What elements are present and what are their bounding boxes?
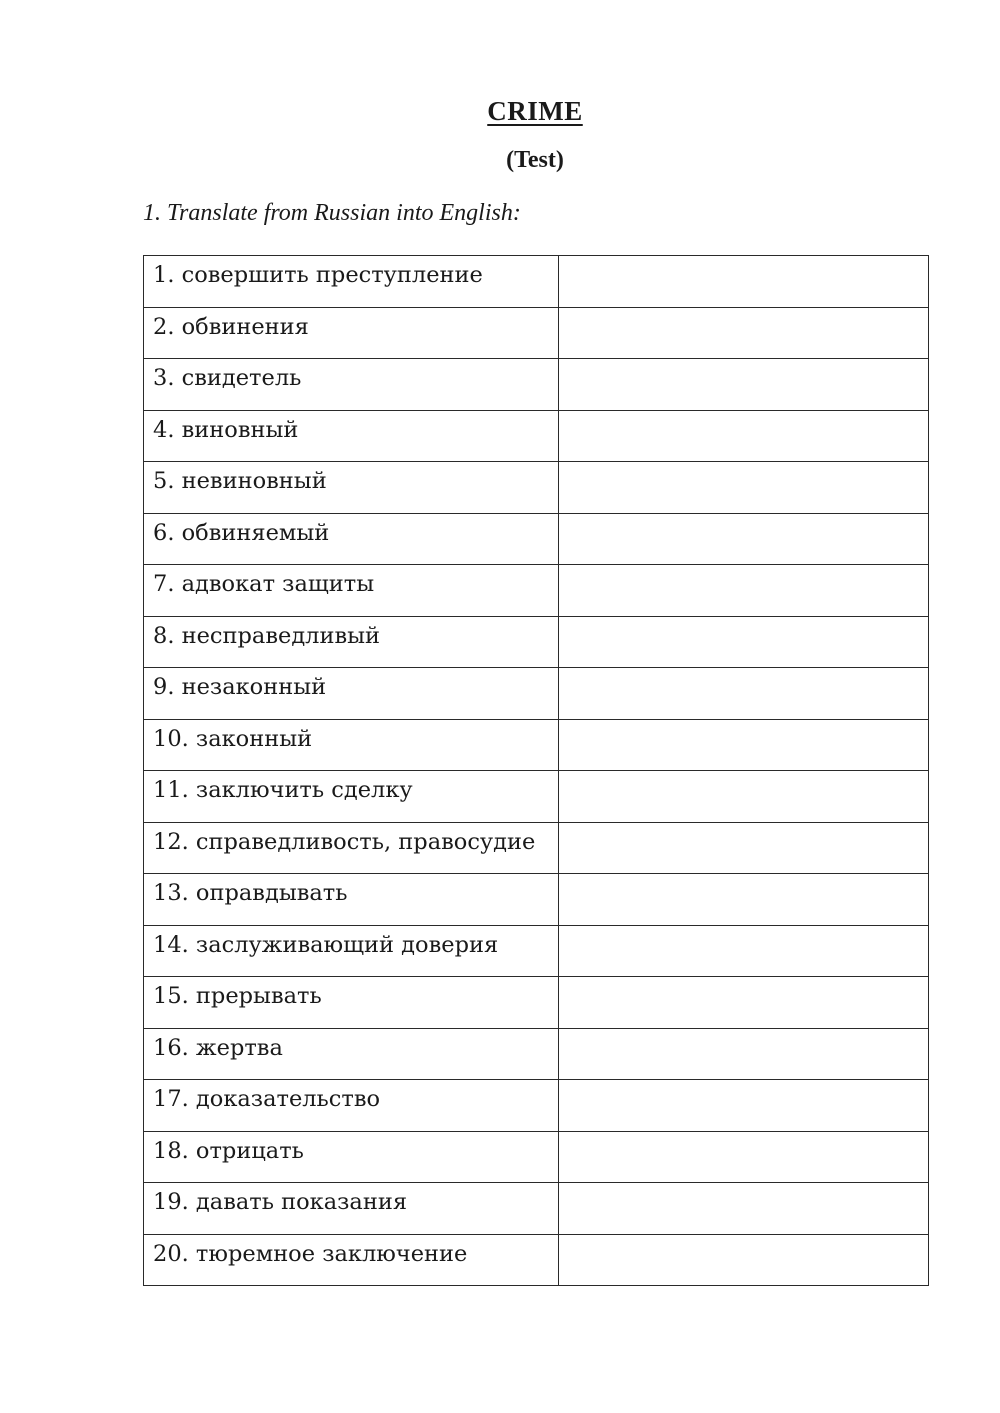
english-answer-cell[interactable]: [559, 771, 929, 823]
english-answer-cell[interactable]: [559, 462, 929, 514]
table-row: [144, 719, 929, 771]
table-row: [144, 307, 929, 359]
english-answer-cell[interactable]: [559, 1131, 929, 1183]
russian-term-cell: 14. заслуживающий доверия: [144, 925, 559, 977]
russian-term-cell: 1. совершить преступление: [144, 256, 559, 308]
english-answer-cell[interactable]: [559, 925, 929, 977]
page-title: CRIME: [487, 96, 583, 126]
table-row: [144, 359, 929, 411]
russian-term-cell: 9. незаконный: [144, 668, 559, 720]
russian-term-cell: 6. обвиняемый: [144, 513, 559, 565]
table-row: [144, 668, 929, 720]
table-row: [144, 616, 929, 668]
russian-term-cell: 8. несправедливый: [144, 616, 559, 668]
english-answer-cell[interactable]: [559, 668, 929, 720]
english-answer-cell[interactable]: [559, 307, 929, 359]
table-row: [144, 513, 929, 565]
russian-term-cell: 12. справедливость, правосудие: [144, 822, 559, 874]
table-row: [144, 1183, 929, 1235]
english-answer-cell[interactable]: [559, 1028, 929, 1080]
english-answer-cell[interactable]: [559, 822, 929, 874]
english-answer-cell[interactable]: [559, 874, 929, 926]
table-row: [144, 771, 929, 823]
russian-term-cell: 2. обвинения: [144, 307, 559, 359]
russian-term-cell: 4. виновный: [144, 410, 559, 462]
russian-term-cell: 17. доказательство: [144, 1080, 559, 1132]
english-answer-cell[interactable]: [559, 565, 929, 617]
english-answer-cell[interactable]: [559, 513, 929, 565]
table-row: [144, 565, 929, 617]
english-answer-cell[interactable]: [559, 616, 929, 668]
english-answer-cell[interactable]: [559, 1234, 929, 1286]
translation-table-body: [144, 256, 929, 1286]
table-row: [144, 1028, 929, 1080]
english-answer-cell[interactable]: [559, 359, 929, 411]
english-answer-cell[interactable]: [559, 977, 929, 1029]
page-subtitle: (Test): [506, 147, 564, 173]
table-row: [144, 1131, 929, 1183]
russian-term-cell: 19. давать показания: [144, 1183, 559, 1235]
table-row: [144, 410, 929, 462]
russian-term-cell: 10. законный: [144, 719, 559, 771]
table-row: [144, 977, 929, 1029]
russian-term-cell: 3. свидетель: [144, 359, 559, 411]
table-row: [144, 874, 929, 926]
table-row: [144, 822, 929, 874]
russian-term-cell: 20. тюремное заключение: [144, 1234, 559, 1286]
english-answer-cell[interactable]: [559, 410, 929, 462]
russian-term-cell: 11. заключить сделку: [144, 771, 559, 823]
translation-table: [143, 255, 929, 1286]
table-row: [144, 462, 929, 514]
exercise-instruction: 1. Translate from Russian into English:: [143, 200, 521, 226]
english-answer-cell[interactable]: [559, 719, 929, 771]
english-answer-cell[interactable]: [559, 1183, 929, 1235]
russian-term-cell: 13. оправдывать: [144, 874, 559, 926]
table-row: [144, 256, 929, 308]
table-row: [144, 1234, 929, 1286]
russian-term-cell: 5. невиновный: [144, 462, 559, 514]
russian-term-cell: 16. жертва: [144, 1028, 559, 1080]
table-row: [144, 1080, 929, 1132]
russian-term-cell: 7. адвокат защиты: [144, 565, 559, 617]
russian-term-cell: 15. прерывать: [144, 977, 559, 1029]
english-answer-cell[interactable]: [559, 1080, 929, 1132]
english-answer-cell[interactable]: [559, 256, 929, 308]
table-row: [144, 925, 929, 977]
russian-term-cell: 18. отрицать: [144, 1131, 559, 1183]
